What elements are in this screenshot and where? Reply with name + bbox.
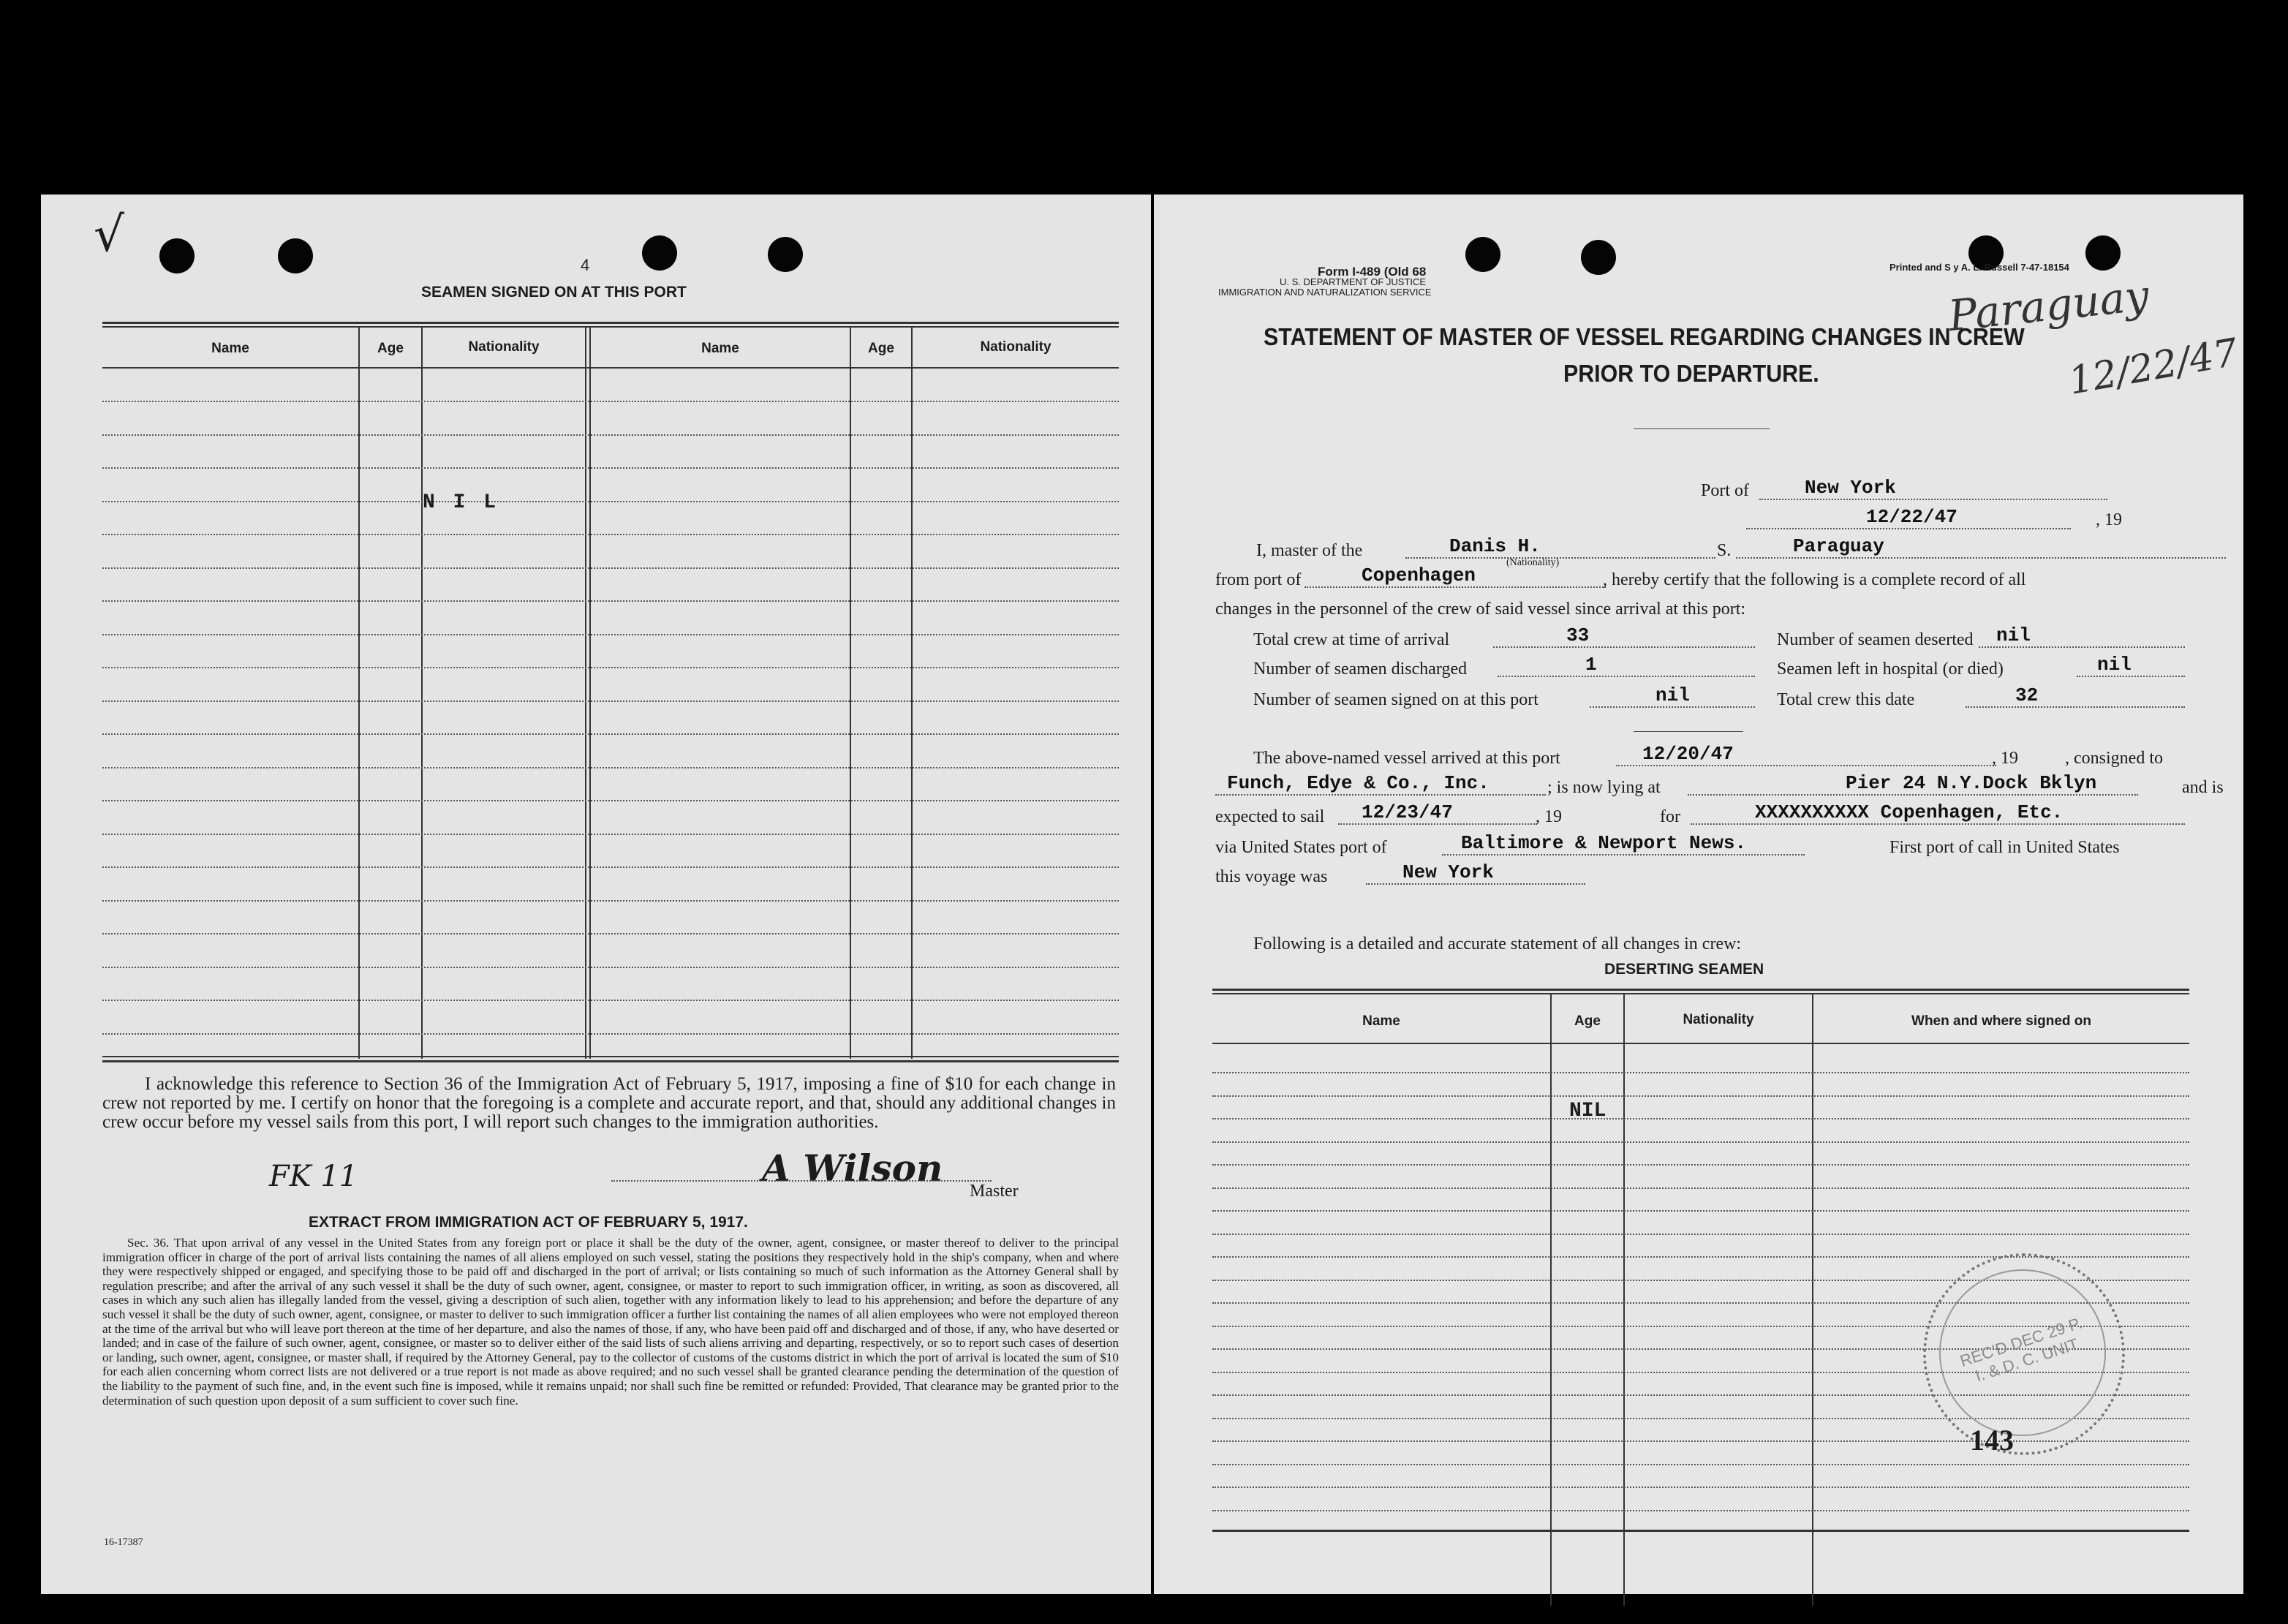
column-divider: [850, 328, 851, 1059]
expected-line: [1338, 823, 1537, 825]
hospital-label: Seamen left in hospital (or died): [1777, 660, 2004, 679]
table-row: [102, 834, 1119, 835]
handwritten-ship: Paraguay: [1946, 270, 2151, 341]
table-row: [1212, 1095, 2189, 1097]
arrived-suffix: , 19: [1992, 749, 2018, 768]
arrived-label: The above-named vessel arrived at this port: [1253, 749, 1560, 768]
arrived-line: [1616, 765, 1996, 766]
punch-hole-icon: [1581, 240, 1616, 275]
total-date-label: Total crew this date: [1777, 690, 1915, 709]
printer-credit: Printed and S y A. L. Russell 7-47-18154: [1889, 262, 2069, 273]
table-row: [102, 667, 1119, 668]
for-line: [1691, 823, 2185, 825]
department: U. S. DEPARTMENT OF JUSTICE: [1280, 276, 1427, 287]
total-arrival-value: 33: [1566, 624, 1590, 646]
table-row: [102, 467, 1119, 469]
punch-hole-icon: [1465, 237, 1500, 272]
column-divider: [1550, 994, 1552, 1606]
column-header: Name: [1362, 1013, 1400, 1029]
table-row: [102, 634, 1119, 635]
column-divider: [1623, 994, 1625, 1606]
column-header: Name: [211, 341, 249, 356]
column-header: Age: [377, 341, 404, 356]
table-row: [1212, 1487, 2189, 1488]
check-mark: √: [94, 206, 125, 263]
column-header: Age: [868, 341, 894, 356]
first-call-label: First port of call in United States: [1889, 838, 2120, 857]
table-row: [102, 900, 1119, 902]
acknowledgment-text: I acknowledge this reference to Section 36 of the Immigration Act of February 5, 1917, imposing a fine of $10 for each change in crew not reported by me. I certify on honor that the foregoing is a complete and accurate report, and that, should any additional changes in crew occur before my vessel sails from this port, I will report such changes to the immigration authorities.: [102, 1074, 1116, 1132]
voyage-label: this voyage was: [1215, 867, 1328, 886]
extract-title: EXTRACT FROM IMMIGRATION ACT OF FEBRUARY 5, 1917.: [309, 1214, 748, 1231]
left-page: [41, 194, 1151, 1594]
column-divider: [1812, 994, 1813, 1606]
certify-text: , hereby certify that the following is a complete record of all: [1603, 570, 2026, 589]
for-label: for: [1660, 807, 1680, 826]
table-row: [1212, 1072, 2189, 1073]
table-row: [102, 534, 1119, 535]
column-divider: [358, 328, 360, 1059]
voyage-line: [1366, 883, 1585, 885]
ship-value: Paraguay: [1793, 535, 1884, 557]
table-rule: [102, 322, 1119, 324]
for-value: XXXXXXXXXX Copenhagen, Etc.: [1755, 801, 2064, 823]
page-title: SEAMEN SIGNED ON AT THIS PORT: [421, 284, 687, 301]
certify-text-2: changes in the personnel of the crew of said vessel since arrival at this port:: [1215, 600, 1746, 619]
extract-text: Sec. 36. That upon arrival of any vessel in the United States from any foreign port or place it shall be the duty of the owner, agent, consignee, or master thereof to deliver to the principal immigration officer in charge of the port of arrival lists containing the names of all aliens employed on such vessel, stating the positions they respectively hold in the ship's company, when and where they were respectively shipped or engaged, and specifying those to be paid off and discharged in the port of arrival; or lists containing so much of such information as the Attorney General shall by regulation prescribe; and after the arrival of any such vessel it shall be the duty of such owner, agent, consignee, or master to report to such immigration officer, in writing, as soon as discovered, all cases in which any such alien has illegally landed from the vessel, giving a description of such alien, together with any information likely to lead to his apprehension; and before the departure of any such vessel it shall be the duty of such owner, agent, consignee, or master to deliver to such immigration officer a further list containing the names of all alien employees who were not employed thereon at the time of the arrival but who will leave port thereon at the time of her departure, and also the names of those, if any, who have been paid off and discharged and of those, if any, who have deserted or landed; and in case of the failure of such owner, agent, consignee, or master so to deliver either of the said lists of such aliens arriving and departing, respectively, or so to report such cases of desertion or landing, such owner, agent, consignee, or master shall, if required by the Attorney General, pay to the collector of customs of the customs district in which the port of arrival is located the sum of $10 for each alien concerning whom correct lists are not delivered or a true report is not made as above required; and no such vessel shall be granted clearance pending the determination of the question of the liability to the payment of such fine, and, in the event such fine is imposed, while it remains unpaid; nor shall such fine be remitted or refunded: Provided, That clearance may be granted prior to the determination of such question upon deposit of a sum sufficient to cover such fine.: [102, 1236, 1119, 1408]
handwritten-date: 12/22/47: [2065, 331, 2241, 404]
received-stamp: [1923, 1253, 2125, 1455]
from-port-value: Copenhagen: [1362, 564, 1476, 586]
signed-on-value: nil: [1655, 684, 1690, 706]
table-row: [1212, 1210, 2189, 1212]
expected-suffix: , 19: [1536, 807, 1562, 826]
nationality-caption: (Nationality): [1506, 557, 1560, 568]
master-of-label: I, master of the: [1256, 541, 1363, 560]
port-value: New York: [1805, 477, 1896, 499]
table-row: [1212, 1464, 2189, 1465]
master-signature: A Wilson: [762, 1147, 943, 1190]
page-number: 4: [581, 256, 590, 274]
nationality-line: [1405, 557, 1715, 559]
title-rule: [1634, 428, 1770, 429]
expected-value: 12/23/47: [1362, 801, 1453, 823]
from-port-line: [1305, 586, 1606, 588]
table-row: [102, 1000, 1119, 1001]
from-port-label: from port of: [1215, 570, 1302, 589]
date-line: [1746, 528, 2071, 529]
table-row: [1212, 1187, 2189, 1189]
table-row: [102, 401, 1119, 402]
via-label: via United States port of: [1215, 838, 1387, 857]
consigned-label: , consigned to: [2065, 749, 2163, 768]
master-label: Master: [970, 1182, 1019, 1201]
lying-value: Pier 24 N.Y.Dock Bklyn: [1846, 772, 2097, 794]
deserting-title: DESERTING SEAMEN: [1604, 961, 1764, 978]
total-date-line: [1966, 706, 2185, 708]
column-header: Age: [1574, 1013, 1601, 1029]
expected-label: expected to sail: [1215, 807, 1325, 826]
column-divider: [585, 328, 586, 1059]
table-row: [102, 434, 1119, 436]
table-rule: [1212, 1043, 2189, 1044]
punch-hole-icon: [159, 238, 195, 273]
following-text: Following is a detailed and accurate statement of all changes in crew:: [1253, 934, 1742, 953]
total-arrival-line: [1493, 646, 1755, 648]
table-row: [102, 767, 1119, 768]
discharged-value: 1: [1585, 654, 1597, 676]
column-header: Nationality: [468, 339, 540, 355]
table-rule: [102, 367, 1119, 369]
punch-hole-icon: [768, 237, 803, 272]
table-row: [102, 600, 1119, 602]
form-title: STATEMENT OF MASTER OF VESSEL REGARDING CHANGES IN CREW: [1264, 323, 2025, 350]
right-page: [1154, 194, 2243, 1594]
voyage-value: New York: [1402, 861, 1494, 883]
table-row: [102, 866, 1119, 868]
column-divider: [911, 328, 913, 1059]
column-header: Name: [701, 341, 739, 356]
table-row: [102, 700, 1119, 702]
column-divider: [589, 328, 591, 1059]
deserted-value: nil: [1996, 624, 2031, 646]
punch-hole-icon: [2085, 235, 2121, 271]
column-header: Nationality: [980, 339, 1052, 355]
stamp-page-number: 143: [1970, 1424, 2014, 1457]
form-subtitle: PRIOR TO DEPARTURE.: [1563, 360, 1819, 387]
table-row: [102, 933, 1119, 934]
date-value: 12/22/47: [1866, 506, 1957, 528]
consignee-line: [1215, 794, 1546, 796]
via-value: Baltimore & Newport News.: [1461, 832, 1747, 854]
form-code: 16-17387: [104, 1537, 143, 1548]
table-row: [102, 800, 1119, 801]
port-line: [1759, 499, 2107, 500]
table-rule: [102, 326, 1119, 328]
port-label: Port of: [1701, 481, 1749, 500]
form-number: Form I-489 (Old 68: [1318, 265, 1427, 279]
table-row: [102, 501, 1119, 502]
table-row: [102, 1033, 1119, 1035]
via-line: [1442, 854, 1805, 856]
signed-on-line: [1590, 706, 1755, 708]
service: IMMIGRATION AND NATURALIZATION SERVICE: [1218, 287, 1432, 298]
deserted-line: [1979, 646, 2185, 648]
table-row: [102, 733, 1119, 735]
table-row: [1212, 1118, 2189, 1119]
table-row: [1212, 1141, 2189, 1143]
column-divider: [421, 328, 423, 1059]
column-header: When and where signed on: [1911, 1013, 2091, 1029]
lying-label: ; is now lying at: [1547, 778, 1661, 797]
signature-line: [611, 1180, 992, 1182]
table-row: [1212, 1234, 2189, 1235]
total-date-value: 32: [2015, 684, 2039, 706]
consignee-value: Funch, Edye & Co., Inc.: [1227, 772, 1490, 794]
arrived-value: 12/20/47: [1642, 743, 1734, 765]
lying-line: [1688, 794, 2138, 796]
discharged-label: Number of seamen discharged: [1253, 660, 1468, 679]
column-header: Nationality: [1683, 1012, 1754, 1027]
total-arrival-label: Total crew at time of arrival: [1253, 630, 1450, 649]
hospital-line: [2077, 676, 2185, 677]
initials: FK 11: [269, 1160, 358, 1193]
table-row: [1212, 1510, 2189, 1511]
date-suffix: , 19: [2096, 510, 2122, 529]
table-rule: [1212, 989, 2189, 991]
ship-line: [1736, 557, 2226, 559]
hospital-value: nil: [2097, 654, 2132, 676]
table-rule: [1212, 1530, 2189, 1532]
ss-label: S.: [1717, 541, 1732, 560]
table-row: [102, 967, 1119, 968]
table-rule: [102, 1056, 1119, 1057]
punch-hole-icon: [278, 238, 313, 273]
table-row: [1212, 1164, 2189, 1166]
section-rule: [1634, 731, 1743, 732]
nil-entry: NIL: [1569, 1100, 1606, 1122]
deserted-label: Number of seamen deserted: [1777, 630, 1974, 649]
table-row: [102, 567, 1119, 569]
stamp-text: REC'D DEC 29 P. I. & D. C. UNIT: [1957, 1313, 2085, 1386]
table-rule: [102, 1060, 1119, 1062]
punch-hole-icon: [642, 235, 677, 271]
nationality-value: Danis H.: [1449, 535, 1541, 557]
discharged-line: [1498, 676, 1755, 677]
and-is-label: and is: [2182, 778, 2224, 797]
signed-on-label: Number of seamen signed on at this port: [1253, 690, 1538, 709]
nil-entry: N I L: [423, 491, 499, 514]
table-rule: [1212, 993, 2189, 994]
